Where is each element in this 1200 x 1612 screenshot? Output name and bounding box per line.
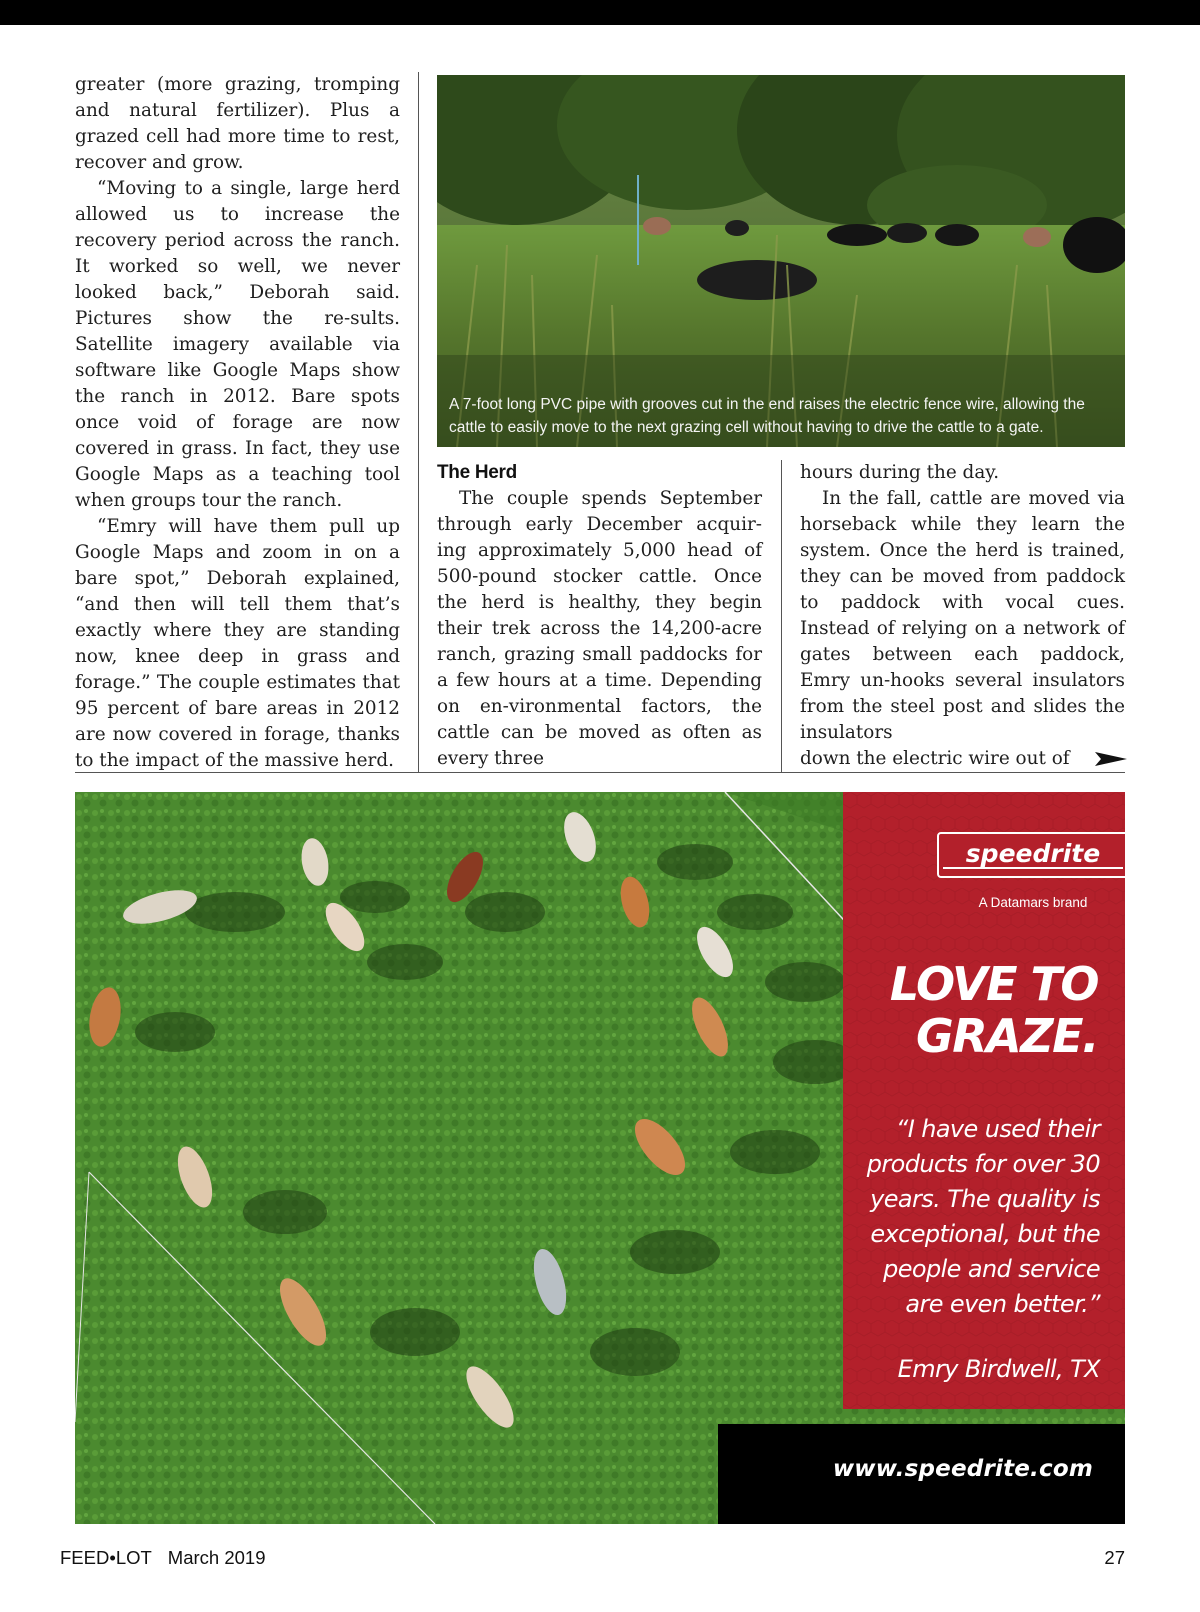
paragraph: “Moving to a single, large herd allowed us to increase the recovery period across the ranch. It worked so well, we never looked back,” Deborah said. Pictures show the re-sults. Satellite imagery available via software like Google Maps show the ranch in 2012. Bare spots once void of forage are now covered in grass. In fact, they use Google Maps as a teaching tool when groups tour the ranch. (75, 178, 400, 511)
column-divider (781, 460, 782, 772)
continue-arrow-icon (1095, 752, 1127, 766)
brand-tagline: A Datamars brand (978, 895, 1088, 910)
paragraph: greater (more grazing, tromping and natural fertilizer). Plus a grazed cell had more time to rest, recover and grow. (75, 74, 400, 173)
headline-line: LOVE TO (889, 957, 1098, 1011)
article-column-2 (437, 460, 762, 772)
page-number: 27 (1104, 1547, 1125, 1568)
headline-line: GRAZE. (915, 1009, 1098, 1063)
quote-line: people and service (883, 1255, 1100, 1283)
publication-name: FEED•LOT (60, 1547, 152, 1568)
top-bar (0, 0, 1200, 25)
article-column-1 (75, 72, 400, 774)
paragraph-text: down the electric wire out of (800, 748, 1070, 769)
quote-line: exceptional, but the (870, 1220, 1100, 1248)
quote-line: products for over 30 (866, 1150, 1100, 1178)
paragraph: In the fall, cattle are moved via horseback while they learn the system. Once the herd is trained, they can be moved from paddock to paddock with vocal cues. Instead of relying on a network of gates between each paddock, Emry un-hooks several insulators from the steel post and slides the insulators (800, 488, 1125, 743)
quote-line: “I have used their (895, 1115, 1100, 1143)
ad-red-panel (843, 792, 1125, 1409)
column-divider (418, 72, 419, 772)
speedrite-logo (937, 832, 1125, 878)
photo-caption: A 7-foot long PVC pipe with grooves cut in the end raises the electric fence wire, allowing the cattle to easily move to the next grazing cell without having to drive the cattle to a gate. (449, 396, 1085, 436)
cattle-field-photo (437, 75, 1125, 447)
quote-line: years. The quality is (870, 1185, 1100, 1213)
speedrite-advertisement (75, 792, 1125, 1524)
section-heading: The Herd (437, 462, 517, 483)
section-divider (75, 772, 1125, 773)
footer-publication (60, 1547, 266, 1569)
ad-url-link[interactable]: www.speedrite.com (832, 1456, 1093, 1482)
testimonial-attribution: Emry Birdwell, TX (897, 1355, 1100, 1383)
brand-wordmark: speedrite (965, 839, 1101, 868)
paragraph-last-line (800, 746, 1125, 772)
article-column-3 (800, 460, 1125, 772)
ad-headline (843, 958, 1098, 1062)
paragraph: hours during the day. (800, 462, 1000, 483)
quote-line: are even better.” (905, 1290, 1100, 1318)
issue-date: March 2019 (167, 1547, 266, 1568)
paragraph: “Emry will have them pull up Google Maps and zoom in on a bare spot,” Deborah explained, “and then will tell them that’s exactly where they are standing now, knee deep in grass and forage.” The couple estimates that 95 percent of bare areas in 2012 are now covered in forage, thanks to the impact of the massive herd. (75, 516, 400, 771)
paragraph: The couple spends September through early December acquir-ing approximately 5,000 head of 500-pound stocker cattle. Once the herd is healthy, they begin their trek across the 14,200-acre ranch, grazing small paddocks for a few hours at a time. Depending on en-vironmental factors, the cattle can be moved as often as every three (437, 488, 762, 769)
ad-url-bar (718, 1424, 1125, 1524)
testimonial-quote (843, 1112, 1100, 1322)
